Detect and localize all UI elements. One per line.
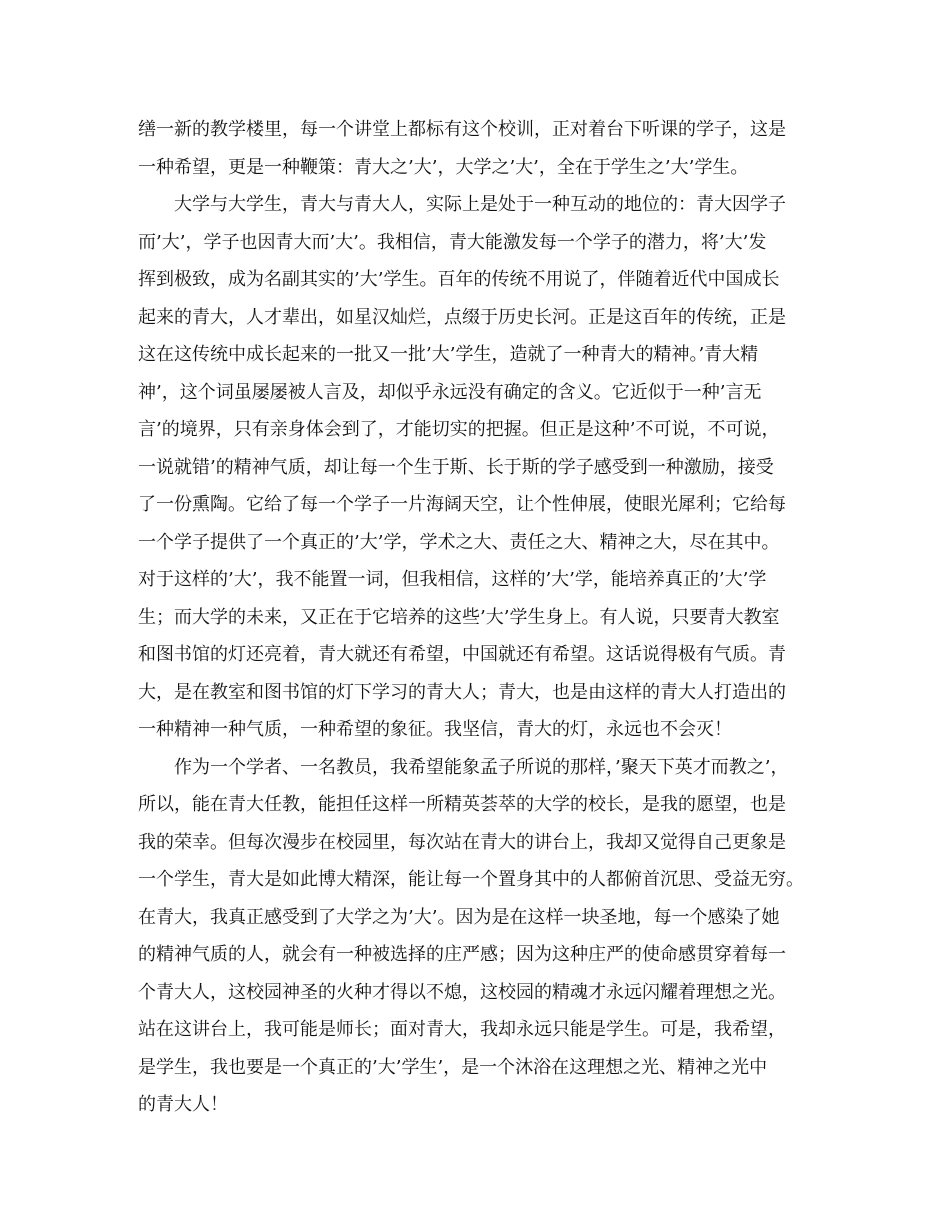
text-line: 的青大人！: [138, 1094, 228, 1115]
paragraph: [138, 186, 818, 749]
text-line: 起来的青大，人才辈出，如星汉灿烂，点缀于历史长河。正是这百年的传统，正是: [138, 306, 786, 328]
text-line: 是学生，我也要是一个真正的’大’学生’，是一个沐浴在这理想之光、精神之光中: [138, 1056, 768, 1078]
text-line: 作为一个学者、一名教员，我希望能象孟子所说的那样，’聚天下英才而教之’，: [174, 756, 789, 778]
text-line: 的精神气质的人，就会有一种被选择的庄严感；因为这种庄严的使命感贯穿着每一: [138, 944, 786, 965]
text-line: 了一份熏陶。它给了每一个学子一片海阔天空，让个性伸展，使眼光犀利；它给每: [138, 494, 786, 515]
text-line: 个青大人，这校园神圣的火种才得以不熄，这校园的精魂才永远闪耀着理想之光。: [138, 981, 786, 1003]
text-line: 一种精神一种气质，一种希望的象征。我坚信，青大的灯，永远也不会灭！: [138, 719, 732, 740]
text-line: 缮一新的教学楼里，每一个讲堂上都标有这个校训，正对着台下听课的学子，这是: [138, 119, 786, 140]
text-line: 大学与大学生，青大与青大人，实际上是处于一种互动的地位的：青大因学子: [174, 194, 786, 215]
text-line: 一种希望，更是一种鞭策：青大之’大’，大学之’大’，全在于学生之’大’学生。: [138, 156, 749, 178]
text-line: 站在这讲台上，我可能是师长；面对青大，我却永远只能是学生。可是，我希望，: [138, 1019, 786, 1040]
paragraph: [138, 111, 818, 186]
text-line: 挥到极致，成为名副其实的’大’学生。百年的传统不用说了，伴随着近代中国成长: [138, 269, 780, 290]
text-line: 言’的境界，只有亲身体会到了，才能切实的把握。但正是这种’不可说，不可说，: [138, 419, 780, 440]
text-line: 生；而大学的未来，又正在于它培养的这些’大’学生身上。有人说，只要青大教室: [138, 606, 780, 628]
text-line: 所以，能在青大任教，能担任这样一所精英荟萃的大学的校长，是我的愿望，也是: [138, 794, 786, 815]
text-line: 一说就错’的精神气质，却让每一个生于斯、长于斯的学子感受到一种激励，接受: [138, 456, 774, 478]
text-line: 这在这传统中成长起来的一批又一批’大’学生，造就了一种青大的精神。’青大精: [138, 344, 759, 365]
text-line: 和图书馆的灯还亮着，青大就还有希望，中国就还有希望。这话说得极有气质。青: [138, 644, 786, 665]
text-line: 而’大’，学子也因青大而’大’。我相信，青大能激发每一个学子的潜力，将’大’发: [138, 231, 767, 253]
text-line: 我的荣幸。但每次漫步在校园里，每次站在青大的讲台上，我却又觉得自己更象是: [138, 831, 786, 853]
paragraph: [138, 749, 818, 1124]
document-body: [138, 111, 818, 1124]
text-line: 一个学子提供了一个真正的’大’学，学术之大、责任之大、精神之大，尽在其中。: [138, 531, 780, 553]
text-line: 大，是在教室和图书馆的灯下学习的青大人；青大，也是由这样的青大人打造出的: [138, 681, 786, 703]
text-line: 对于这样的’大’，我不能置一词，但我相信，这样的’大’学，能培养真正的’大’学: [138, 569, 767, 590]
text-line: 一个学生，青大是如此博大精深，能让每一个置身其中的人都俯首沉思、受益无穷。: [138, 869, 804, 890]
text-line: 神’，这个词虽屡屡被人言及，却似乎永远没有确定的含义。它近似于一种’言无: [138, 381, 762, 403]
text-line: 在青大，我真正感受到了大学之为’大’。因为是在这样一块圣地，每一个感染了她: [138, 906, 780, 928]
